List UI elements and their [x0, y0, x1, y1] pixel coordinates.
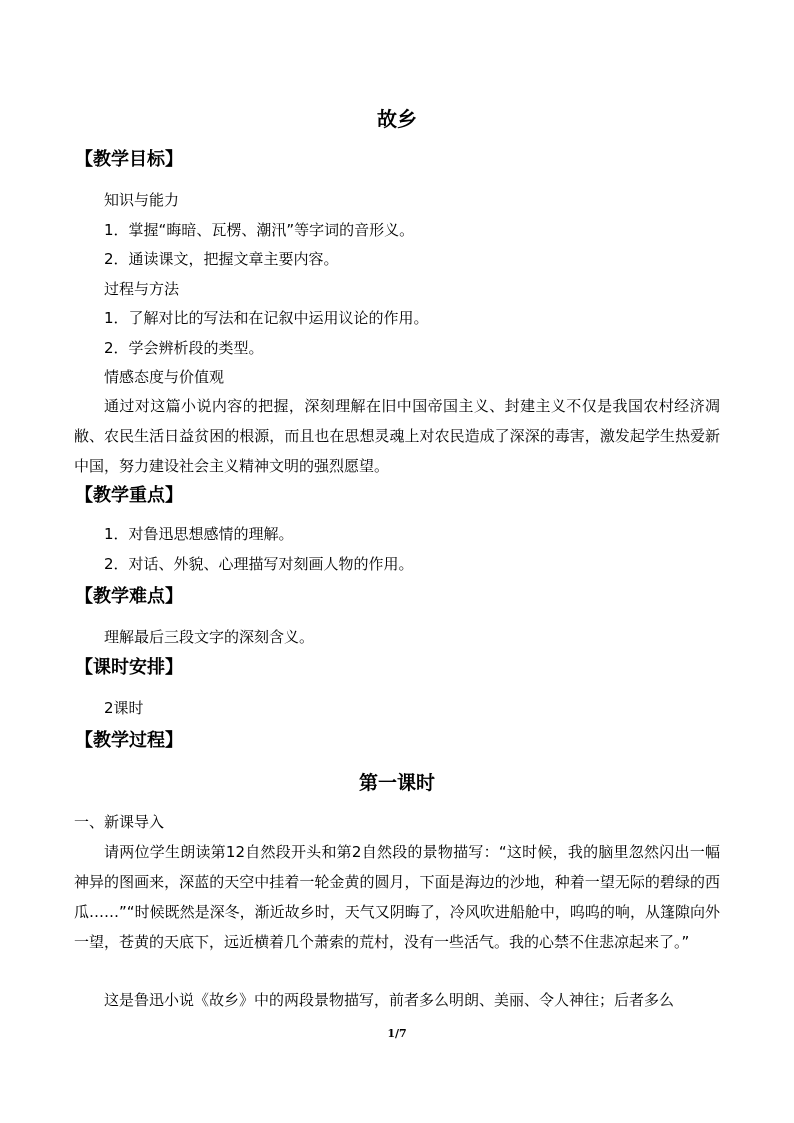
heading-process: 【教学过程】 [75, 730, 183, 751]
lesson-title: 第一课时 [358, 772, 435, 794]
emotion-paragraph: 通过对这篇小说内容的把握，深刻理解在旧中国帝国主义、封建主义不仅是我国农村经济凋敝、农民生活日益贫困的根源，而且也在思想灵魂上对农民造成了深深的毒害，激发起学生热爱新中国，努力建设社会主义精神文明的强烈愿望。 [74, 397, 720, 475]
page-number: 1/7 [387, 1027, 407, 1040]
knowledge-label: 知识与能力 [104, 191, 180, 209]
step1-paragraph-1: 请两位学生朗读第12自然段开头和第2自然段的景物描写：“这时候，我的脑里忽然闪出一幅神异的图画来，深蓝的天空中挂着一轮金黄的圆月，下面是海边的沙地，种着一望无际的碧绿的西瓜……”“时候既然是深冬，渐近故乡时，天气又阴晦了，冷风吹进船舱中，呜呜的响，从篷隙向外一望，苍黄的天底下，远近横着几个萧索的荒村，没有一些活气。我的心禁不住悲凉起来了。” [74, 843, 720, 951]
key-point-1: 1．对鲁迅思想感情的理解。 [104, 525, 294, 543]
heading-key-points: 【教学重点】 [75, 485, 183, 506]
knowledge-item-2: 2．通读课文，把握文章主要内容。 [104, 250, 339, 268]
step1-paragraph-2: 这是鲁迅小说《故乡》中的两段景物描写，前者多么明朗、美丽、令人神往；后者多么 [104, 991, 675, 1009]
knowledge-item-1: 1．掌握“晦暗、瓦楞、潮汛”等字词的音形义。 [104, 221, 415, 239]
key-point-2: 2．对话、外貌、心理描写对刻画人物的作用。 [104, 555, 414, 573]
process-item-2: 2．学会辨析段的类型。 [104, 339, 264, 357]
heading-difficulties: 【教学难点】 [75, 586, 183, 607]
document-title: 故乡 [377, 107, 417, 131]
step1-label: 一、新课导入 [74, 813, 165, 831]
difficulty-text: 理解最后三段文字的深刻含义。 [104, 628, 315, 646]
schedule-text: 2课时 [104, 699, 144, 717]
process-item-1: 1．了解对比的写法和在记叙中运用议论的作用。 [104, 309, 429, 327]
heading-schedule: 【课时安排】 [75, 657, 183, 678]
heading-objectives: 【教学目标】 [75, 149, 183, 170]
process-label: 过程与方法 [104, 280, 180, 298]
emotion-label: 情感态度与价值观 [104, 368, 225, 386]
